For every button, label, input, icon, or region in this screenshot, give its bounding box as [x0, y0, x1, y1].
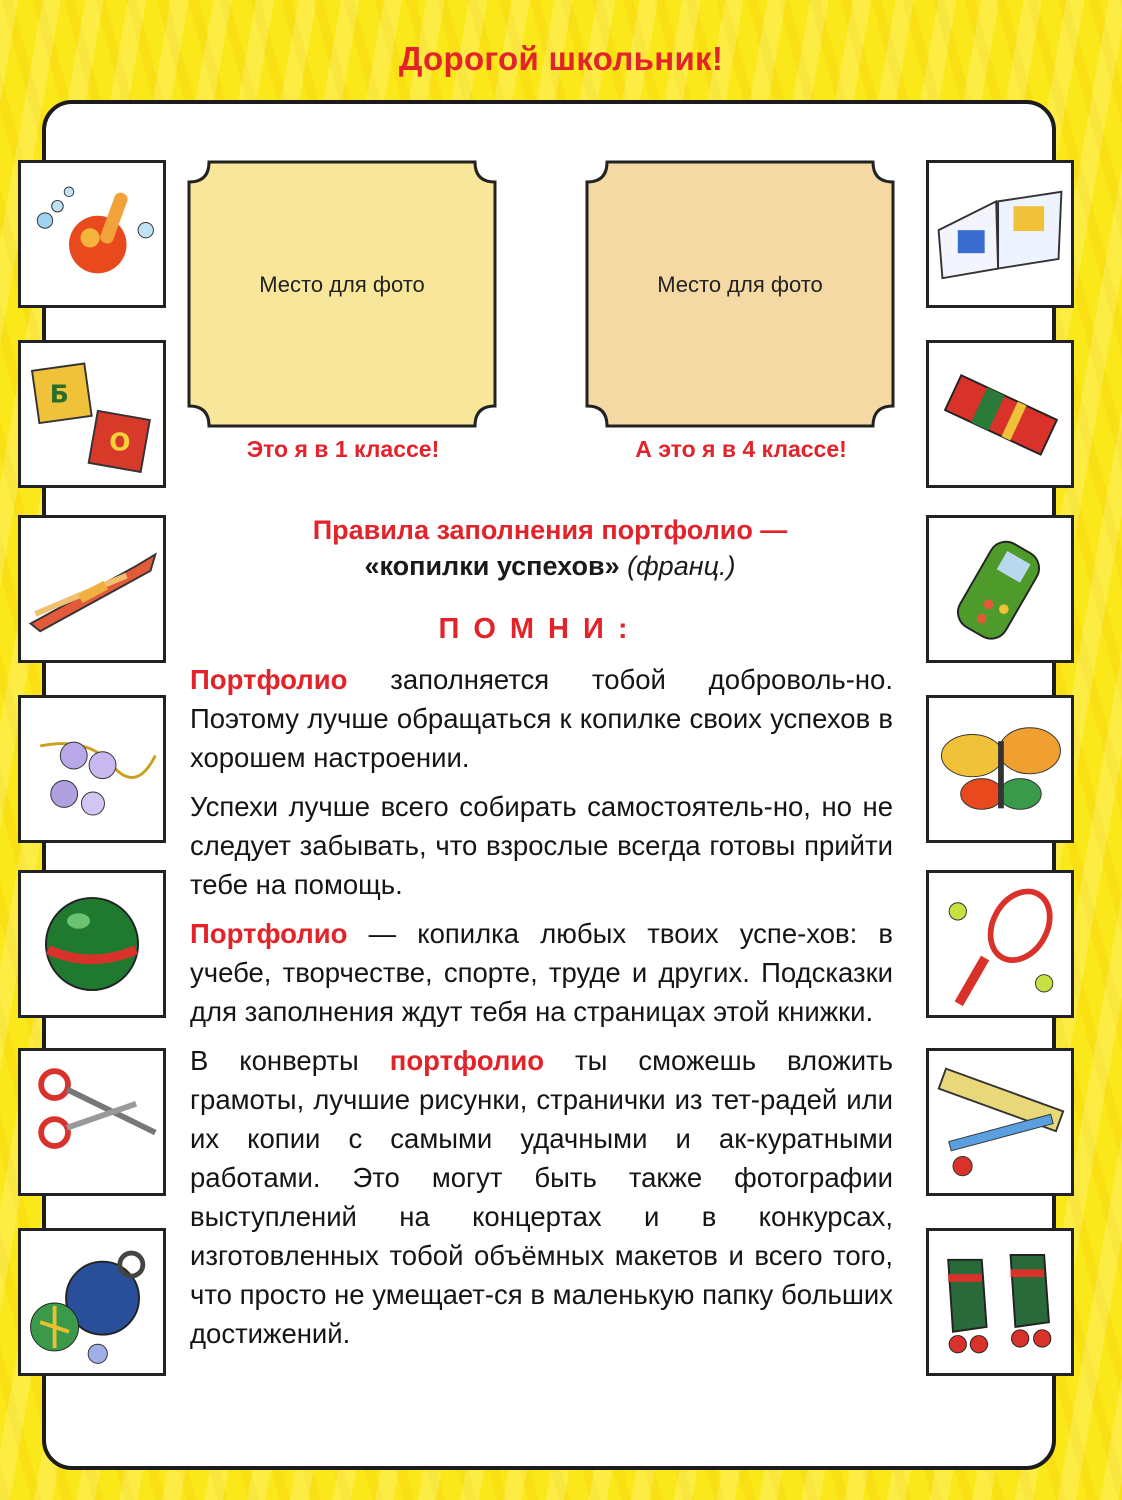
photo-placeholder-label: Место для фото [259, 272, 425, 297]
molecule-toy-icon [18, 160, 166, 308]
butterfly-icon [926, 695, 1074, 843]
paragraph-4 [190, 1041, 893, 1353]
svg-text:О: О [109, 427, 131, 457]
rules-heading-line1: Правила заполнения портфолио — [312, 515, 788, 545]
paragraph-text: ты сможешь вложить грамоты, лучшие рисунки, странички из тет-радей или их копии с самыми удачными и ак-куратными работами. Это могут быть также фотографии выступлений на концертах и в конкурсах, изготовленных тобой объёмных макетов и всего того, что просто не умещает-ся в маленькую папку больших достижений. [190, 1045, 893, 1349]
scissors-icon [18, 1048, 166, 1196]
paragraph-1 [190, 660, 893, 777]
pencil-case-icon [926, 340, 1074, 488]
abc-blocks-icon [18, 340, 166, 488]
ruler-pencil-icon [926, 1048, 1074, 1196]
paragraph-text: Успехи лучше всего собирать самостоятель-но, но не следует забывать, что взрослые всегда готовы прийти тебе на помощь. [190, 791, 893, 900]
paragraph-text-start: В конверты [190, 1045, 390, 1076]
rules-heading [190, 512, 910, 584]
paragraph-3 [190, 914, 893, 1031]
remember-heading: ПОМНИ: [438, 613, 642, 645]
tennis-racket-icon [926, 870, 1074, 1018]
rules-heading-line2: «копилки успехов» [364, 551, 620, 581]
page-title: Дорогой школьник! [398, 40, 724, 77]
paragraph-text: — копилка любых твоих успе-хов: в учебе, творчестве, спорте, труде и других. Подсказки для заполнения ждут тебя на страницах этой книжки. [190, 918, 893, 1027]
svg-text:Б: Б [49, 379, 69, 409]
paragraph-2 [190, 787, 893, 904]
paragraph-text: заполняется тобой доброволь-но. Поэтому лучше обращаться к копилке своих успехов в хорошем настроении. [190, 664, 893, 773]
toy-balls-icon [18, 1228, 166, 1376]
photo-placeholder-grade-4[interactable] [585, 160, 895, 428]
ball-icon [18, 870, 166, 1018]
rules-heading-note: (франц.) [627, 551, 736, 581]
photo-placeholder-label: Место для фото [657, 272, 823, 297]
highlight-term: портфолио [389, 1045, 545, 1076]
skis-icon [18, 515, 166, 663]
highlight-term: Портфолио [190, 664, 348, 695]
roller-skates-icon [926, 1228, 1074, 1376]
photo-placeholder-grade-1[interactable] [187, 160, 497, 428]
highlight-term: Портфолио [190, 918, 348, 949]
photo-caption-grade-1: Это я в 1 классе! [246, 436, 440, 462]
photo-caption-grade-4: А это я в 4 классе! [635, 436, 847, 462]
phone-toy-icon [926, 515, 1074, 663]
open-book-icon [926, 160, 1074, 308]
body-text [190, 660, 893, 1363]
beads-icon [18, 695, 166, 843]
